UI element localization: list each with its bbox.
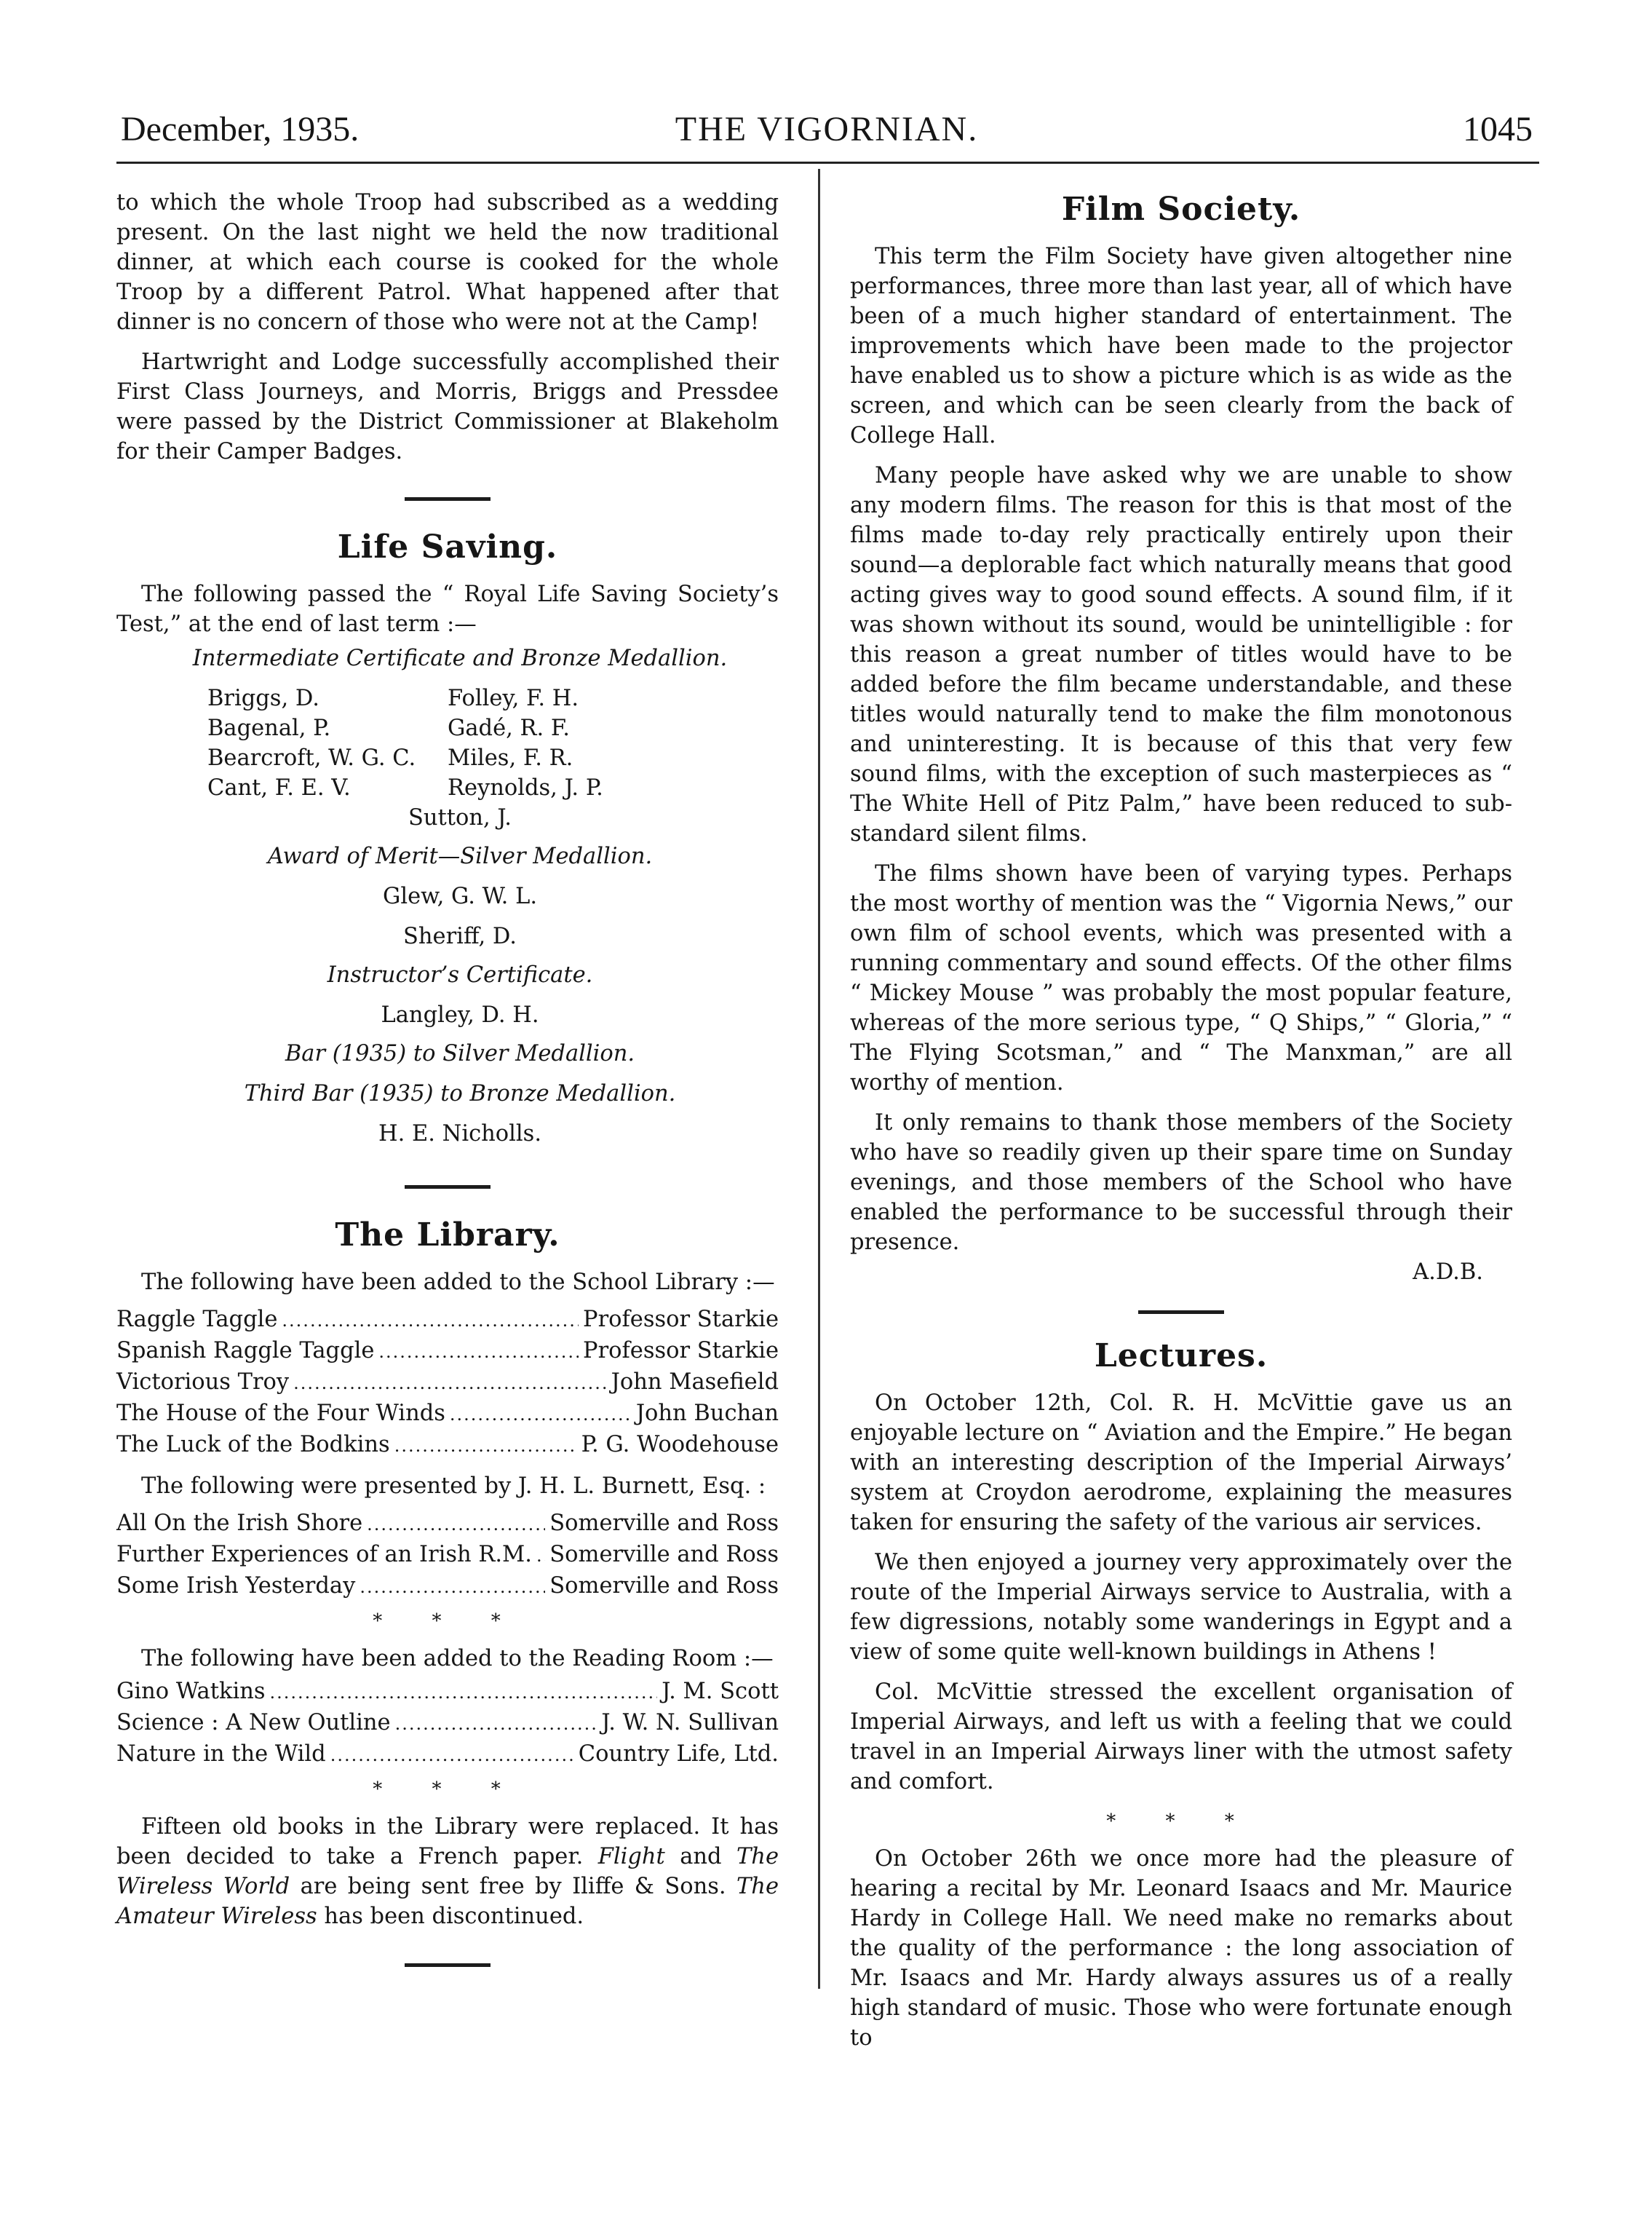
book-author: Somerville and Ross: [549, 1511, 779, 1536]
book-entry: [116, 1508, 779, 1540]
name-entry: Miles, F. R.: [448, 745, 573, 771]
book-entry: [116, 1571, 779, 1602]
book-author: John Masefield: [611, 1369, 779, 1395]
reading-room-intro: The following have been added to the Reading Room :—: [141, 1646, 774, 1671]
film-signature: A.D.B.: [1413, 1259, 1483, 1285]
name-entry: Glew, G. W. L.: [382, 884, 538, 909]
book-author: J. W. N. Sullivan: [601, 1710, 779, 1735]
book-author: Professor Starkie: [583, 1307, 779, 1332]
book-title: Further Experiences of an Irish R.M.: [116, 1542, 532, 1567]
lectures-title: Lectures.: [1094, 1337, 1268, 1374]
film-paragraph: This term the Film Society have given altogether nine performances, three more than last year, all of which have been of a much higher standard of entertainment. The improvements which have been made to the projector have enabled us to show a picture which is as wide as the screen, and which can be seen clearly from the back of College Hall.: [850, 244, 1512, 448]
book-entry: [116, 1540, 779, 1571]
book-author: J. M. Scott: [662, 1679, 779, 1704]
film-paragraph: Many people have asked why we are unable to show any modern films. The reason for this is that most of the films made to-day rely practically entirely upon their sound—a deplorable fact which naturally means that good acting gives way to good sound effects. A sound film, if it was shown without its sound, would be unintelligible : for this reason a great number of titles would have to be added before the film became understandable, and these titles would naturally tend to make the film monotonous and uninteresting. It is because of this that very few sound films, with the exception of such masterpieces as “ The White Hell of Pitz Palm,” have been reduced to sub-standard silent films.: [850, 463, 1512, 847]
section-stars: * * *: [373, 1610, 523, 1632]
name-entry: Briggs, D.: [207, 686, 319, 711]
intermediate-certificate-title: Intermediate Certificate and Bronze Medallion.: [192, 646, 728, 671]
name-entry: Langley, D. H.: [381, 1002, 539, 1028]
library-closing: Fifteen old books in the Library were replaced. It has been decided to take a French paper. Flight and The Wireless World are being sent free by Iliffe & Sons. The Amateur Wireless has been discontinued.: [116, 1814, 779, 1929]
book-title: All On the Irish Shore: [116, 1511, 363, 1536]
bar-bronze-title: Third Bar (1935) to Bronze Medallion.: [244, 1081, 676, 1106]
book-title: Science : A New Outline: [116, 1710, 391, 1735]
book-title: The Luck of the Bodkins: [116, 1432, 390, 1457]
intermediate-names: [116, 684, 779, 803]
name-entry: Folley, F. H.: [448, 686, 579, 711]
flight-title: Flight: [597, 1844, 665, 1869]
left-column: [116, 188, 779, 1967]
book-title: Spanish Raggle Taggle: [116, 1338, 375, 1363]
school-library-list: [116, 1305, 779, 1461]
book-title: Some Irish Yesterday: [116, 1573, 356, 1599]
name-entry: Reynolds, J. P.: [448, 775, 603, 801]
book-entry: [116, 1676, 779, 1708]
name-entry: Bagenal, P.: [207, 716, 331, 741]
life-saving-section: [116, 526, 779, 1149]
library-section: [116, 1214, 779, 1931]
name-entry: Gadé, R. F.: [448, 716, 570, 741]
book-title: The House of the Four Winds: [116, 1401, 445, 1426]
instructor-certificate-title: Instructor’s Certificate.: [327, 962, 593, 988]
book-author: John Buchan: [635, 1401, 779, 1426]
header-rule: [116, 162, 1539, 164]
book-entry: [116, 1398, 779, 1430]
reading-room-list: [116, 1676, 779, 1770]
name-entry: Cant, F. E. V.: [207, 775, 351, 801]
merit-award-title: Award of Merit—Silver Medallion.: [267, 844, 653, 869]
book-entry: [116, 1305, 779, 1336]
section-stars: * * *: [1106, 1810, 1256, 1832]
name-entry: Bearcroft, W. G. C.: [207, 745, 416, 771]
film-paragraph: The films shown have been of varying types. Perhaps the most worthy of mention was the “ Vigornia News,” our own film of school events, which was presented with a running commentary and sound effects. Of the other films “ Mickey Mouse ” was probably the most popular feature, whereas of the more serious type, “ Q Ships,” “ Gloria,” “ The Flying Scotsman,” and “ The Manxman,” are all worthy of mention.: [850, 861, 1512, 1096]
lectures-section: [850, 1334, 1512, 2053]
book-author: P. G. Woodehouse: [581, 1432, 779, 1457]
section-separator: [405, 1963, 491, 1967]
section-stars: * * *: [373, 1778, 523, 1800]
book-entry: [116, 1336, 779, 1367]
scouts-continuation: to which the whole Troop had subscribed as a wedding present. On the last night we held the now traditional dinner, at which each course is cooked for the whole Troop by a different Patrol. What happened after that dinner is no concern of those who were not at the Camp!: [116, 190, 779, 335]
book-entry: [116, 1367, 779, 1398]
page-header: [121, 109, 1533, 160]
book-entry: [116, 1430, 779, 1461]
name-entry: Sutton, J.: [408, 805, 512, 831]
film-paragraph: It only remains to thank those members of the Society who have so readily given up their spare time on Sunday evenings, and those members of the School who have enabled the performance to be successful through their presence.: [850, 1110, 1512, 1255]
life-saving-title: Life Saving.: [337, 528, 558, 566]
name-entry: Sheriff, D.: [403, 924, 517, 949]
life-saving-intro: The following passed the “ Royal Life Saving Society’s Test,” at the end of last term :—: [116, 582, 779, 637]
book-author: Somerville and Ross: [549, 1573, 779, 1599]
book-title: Gino Watkins: [116, 1679, 266, 1704]
right-column: [850, 188, 1512, 2063]
scouts-paragraph: Hartwright and Lodge successfully accomplished their First Class Journeys, and Morris, Briggs and Pressdee were passed by the District Commissioner at Blakeholm for their Camper Badges.: [116, 349, 779, 464]
name-entry: H. E. Nicholls.: [378, 1121, 542, 1147]
library-intro: The following have been added to the School Library :—: [141, 1270, 775, 1295]
book-author: Country Life, Ltd.: [578, 1741, 779, 1767]
library-title: The Library.: [335, 1216, 560, 1254]
bar-silver-title: Bar (1935) to Silver Medallion.: [285, 1041, 635, 1066]
wireless-world-title: The Wireless World: [116, 1844, 779, 1899]
lecture-paragraph: Col. McVittie stressed the excellent organisation of Imperial Airways, and left us with a feeling that we could travel in an Imperial Airways liner with the utmost safety and comfort.: [850, 1679, 1512, 1794]
book-title: Nature in the Wild: [116, 1741, 326, 1767]
presented-books-list: [116, 1508, 779, 1602]
book-title: Victorious Troy: [116, 1369, 290, 1395]
film-society-title: Film Society.: [1061, 191, 1301, 228]
lecture-paragraph: On October 12th, Col. R. H. McVittie gave us an enjoyable lecture on “ Aviation and the Empire.” He began with an interesting description of the Imperial Airways’ system at Croydon aerodrome, explaining the measures taken for ensuring the safety of the various air services.: [850, 1390, 1512, 1535]
film-society-section: [850, 188, 1512, 1287]
page-number: 1045: [1463, 110, 1533, 149]
presented-intro: The following were presented by J. H. L. Burnett, Esq. :: [141, 1473, 766, 1499]
book-title: Raggle Taggle: [116, 1307, 278, 1332]
column-divider: [818, 169, 820, 1989]
lecture-paragraph: We then enjoyed a journey very approximately over the route of the Imperial Airways service to Australia, with a few digressions, notably some wanderings in Egypt and a view of some quite well-known buildings in Athens !: [850, 1550, 1512, 1665]
book-author: Professor Starkie: [583, 1338, 779, 1363]
book-entry: [116, 1708, 779, 1739]
lecture-paragraph: On October 26th we once more had the pleasure of hearing a recital by Mr. Leonard Isaacs and Mr. Maurice Hardy in College Hall. We need make no remarks about the quality of the performance : the long association of Mr. Isaacs and Mr. Hardy always assures us of a really high standard of music. Those who were fortunate enough to: [850, 1846, 1512, 2051]
issue-date: December, 1935.: [121, 110, 360, 149]
book-entry: [116, 1739, 779, 1770]
publication-title: THE VIGORNIAN.: [675, 110, 979, 149]
book-author: Somerville and Ross: [549, 1542, 779, 1567]
amateur-wireless-title: The Amateur Wireless: [116, 1874, 779, 1929]
